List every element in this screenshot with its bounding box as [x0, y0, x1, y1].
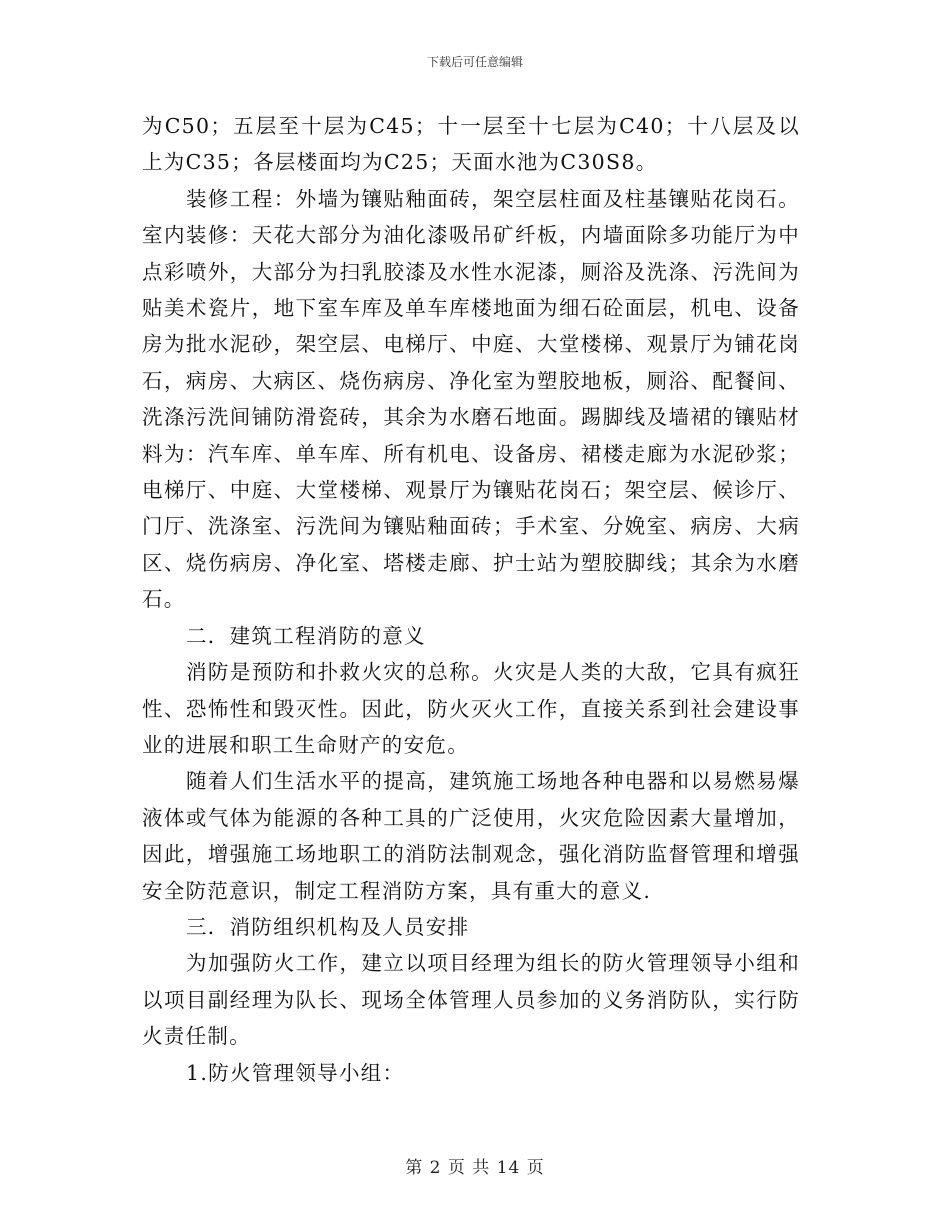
subheading-fire-leadership-group: 1.防火管理领导小组：	[186, 1060, 405, 1085]
paragraph-fire-risk: 随着人们生活水平的提高，建筑施工场地各种电器和以易燃易爆液体或气体为能源的各种工具的广泛使用，火灾危险因素大量增加，因此，增强施工场地职工的消防法制观念，强化消防监督管理和增强安全防范意识，制定工程消防方案，具有重大的意义.	[142, 769, 800, 903]
paragraph-decoration-works: 装修工程：外墙为镶贴釉面砖，架空层柱面及柱基镶贴花岗石。室内装修：天花大部分为油化漆吸吊矿纤板，内墙面除多功能厅为中点彩喷外，大部分为扫乳胶漆及水性水泥漆，厕浴及洗涤、污洗间为贴美术瓷片，地下室车库及单车库楼地面为细石砼面层，机电、设备房为批水泥砂，架空层、电梯厅、中庭、大堂楼梯、观景厅为铺花岗石，病房、大病区、烧伤病房、净化室为塑胶地板，厕浴、配餐间、洗涤污洗间铺防滑瓷砖，其余为水磨石地面。踢脚线及墙裙的镶贴材料为：汽车库、单车库、所有机电、设备房、裙楼走廊为水泥砂浆；电梯厅、中庭、大堂楼梯、观景厅为镶贴花岗石；架空层、候诊厅、门厅、洗涤室、污洗间为镶贴釉面砖；手术室、分娩室、病房、大病区、烧伤病房、净化室、塔楼走廊、护士站为塑胶脚线；其余为水磨石。	[142, 186, 800, 612]
section-heading-fire-significance: 二．建筑工程消防的意义	[186, 623, 426, 648]
paragraph-fire-definition: 消防是预防和扑救火灾的总称。火灾是人类的大敌，它具有疯狂性、恐怖性和毁灭性。因此，防火灭火工作，直接关系到社会建设事业的进展和职工生命财产的安危。	[142, 660, 800, 757]
page-header: 下载后可任意编辑	[426, 55, 523, 69]
paragraph-fire-responsibility: 为加强防火工作，建立以项目经理为组长的防火管理领导小组和以项目副经理为队长、现场全体管理人员参加的义务消防队，实行防火责任制。	[142, 951, 800, 1049]
page-number: 第 2 页 共 14 页	[405, 1158, 545, 1178]
document-body	[142, 108, 800, 1091]
paragraph-concrete-grades: 为C50；五层至十层为C45；十一层至十七层为C40；十八层及以上为C35；各层楼面均为C25；天面水池为C30S8。	[142, 114, 800, 175]
section-heading-fire-organization: 三．消防组织机构及人员安排	[186, 914, 470, 939]
